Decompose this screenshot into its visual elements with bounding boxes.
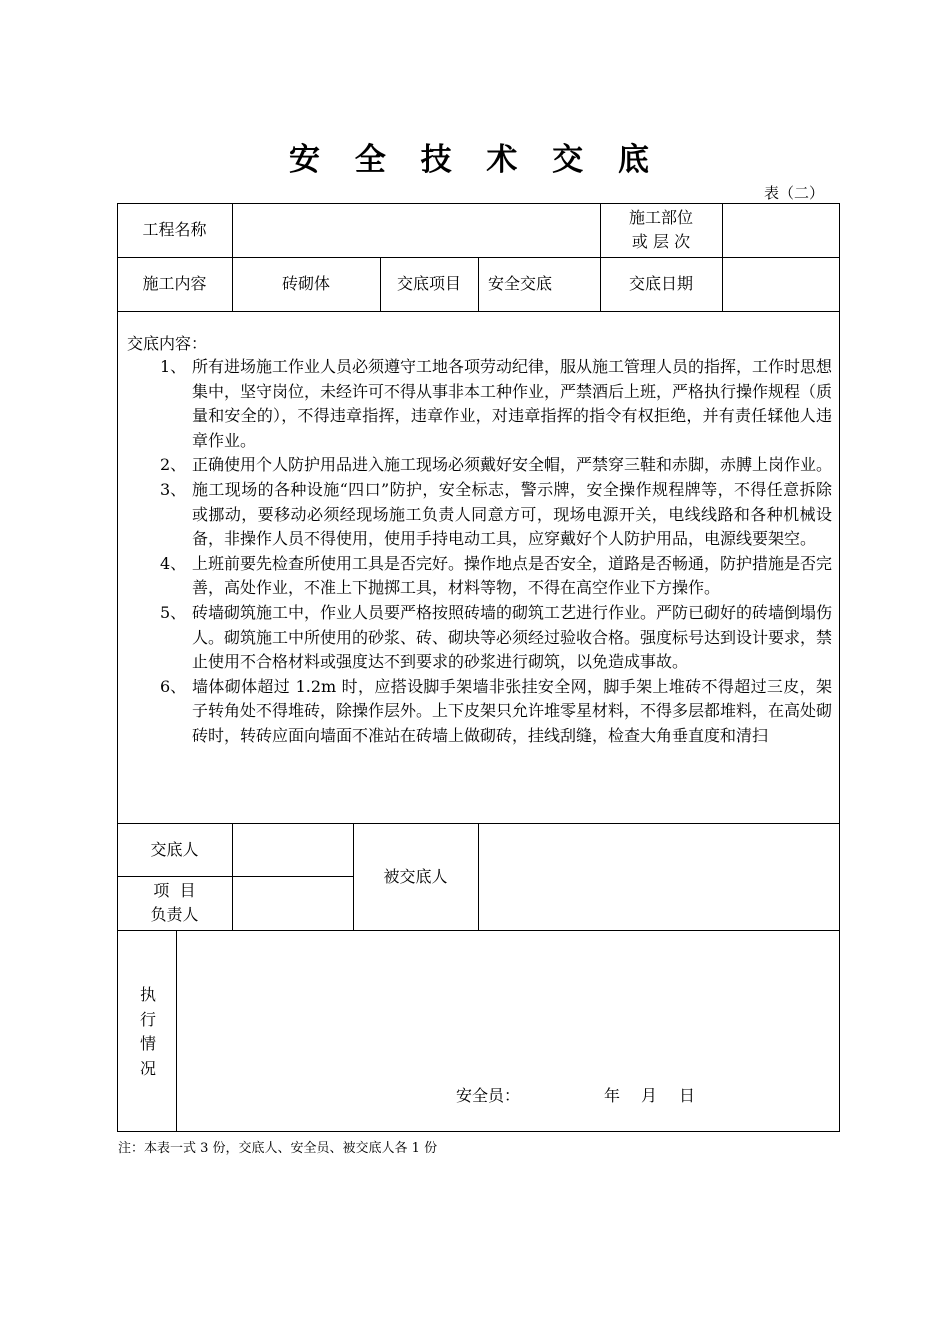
item-number: 4、 <box>160 553 187 573</box>
list-item <box>160 675 832 749</box>
execution-label <box>136 983 160 1081</box>
col-divider <box>722 203 723 311</box>
project-manager-label-line2: 负责人 <box>150 905 199 924</box>
execution-label-char: 执 <box>139 985 156 1004</box>
briefing-items-list <box>160 355 832 749</box>
item-number: 6、 <box>160 676 187 696</box>
date-day-label: 日 <box>679 1086 696 1105</box>
item-number: 2、 <box>160 455 187 475</box>
execution-label-char: 行 <box>139 1009 156 1029</box>
item-number: 5、 <box>160 602 187 622</box>
row-divider <box>117 930 840 931</box>
list-item <box>160 478 832 552</box>
document-title: 安 全 技 术 交 底 <box>289 142 661 178</box>
execution-label-char: 情 <box>139 1034 156 1053</box>
project-manager-label-line1: 项 目 <box>153 881 196 900</box>
content-label: 交底内容： <box>127 334 208 353</box>
work-content-value[interactable]: 砖砌体 <box>281 274 330 293</box>
item-text: 正确使用个人防护用品进入施工现场必须戴好安全帽，严禁穿三鞋和赤脚，赤膊上岗作业。 <box>192 455 833 475</box>
item-number: 1、 <box>160 357 187 376</box>
item-text: 墙体砌体超过 1.2m 时，应搭设脚手架墙非张挂安全网，脚手架上堆砖不得超过三皮，架子转角处不得堆砖，除操作层外。上下皮架只允许堆零星材料，不得多层都堆料，在高处砌砖时，转砖应面向墙面不准站在砖墙上做砌砖，挂线刮缝，检查大角垂直度和清扫 <box>192 676 833 745</box>
item-text: 施工现场的各种设施“四口”防护，安全标志，警示牌，安全操作规程牌等，不得任意拆除或挪动，要移动必须经现场施工负责人同意方可，现场电源开关，电线线路和各种机械设备，非操作人员不得使用，使用手持电动工具，应穿戴好个人防护用品，电源线要架空。 <box>192 479 832 549</box>
recipient-signature-field[interactable] <box>479 824 839 929</box>
safety-officer-signature-field[interactable] <box>522 1083 598 1107</box>
col-divider <box>478 257 479 311</box>
briefing-item-label: 交底项目 <box>396 274 461 293</box>
project-manager-label <box>117 879 232 927</box>
list-item <box>160 453 832 478</box>
row-divider <box>117 311 840 312</box>
execution-notes-area[interactable] <box>178 932 838 1072</box>
recipient-label: 被交底人 <box>383 867 448 886</box>
item-text: 砖墙砌筑施工中，作业人员要严格按照砖墙的砌筑工艺进行作业。严防已砌好的砖墙倒塌伤人。砌筑施工中所使用的砂浆、砖、砌块等必须经过验收合格。强度标号达到设计要求，禁止使用不合格材料或强度达不到要求的砂浆进行砌筑，以免造成事故。 <box>192 602 833 672</box>
item-text: 所有进场施工作业人员必须遵守工地各项劳动纪律，服从施工管理人员的指挥，工作时思想集中，坚守岗位，未经许可不得从事非本工种作业，严禁酒后上班，严格执行操作规程（质量和安全的），不得违章指挥，违章作业，对违章指挥的指令有权拒绝，并有责任𫐓他人违章作业。 <box>192 357 833 450</box>
work-content-label: 施工内容 <box>142 274 207 293</box>
location-field[interactable] <box>730 218 832 242</box>
safety-officer-label: 安全员： <box>456 1086 521 1105</box>
location-label-line2: 或 层 次 <box>631 232 691 251</box>
execution-label-char: 况 <box>139 1058 156 1078</box>
list-item <box>160 355 832 453</box>
location-label-line1: 施工部位 <box>628 208 693 227</box>
project-manager-signature-field[interactable] <box>233 877 352 929</box>
form-number: 表（二） <box>763 184 824 202</box>
briefer-signature-field[interactable] <box>233 824 352 876</box>
project-name-label: 工程名称 <box>142 220 207 239</box>
location-label <box>600 206 722 254</box>
project-name-field[interactable] <box>240 218 592 242</box>
list-item <box>160 601 832 675</box>
col-divider <box>176 930 177 1132</box>
item-text: 上班前要先检查所使用工具是否完好。操作地点是否安全，道路是否畅通，防护措施是否完善，高处作业，不准上下抛掷工具，材料等物，不得在高空作业下方操作。 <box>192 553 833 598</box>
item-number: 3、 <box>160 479 187 499</box>
briefer-label: 交底人 <box>150 840 199 859</box>
footnote: 注：本表一式 3 份，交底人、安全员、被交底人各 1 份 <box>118 1141 438 1156</box>
briefing-date-label: 交底日期 <box>628 274 693 293</box>
list-item <box>160 552 832 601</box>
briefing-item-value[interactable]: 安全交底 <box>488 274 553 293</box>
briefing-date-field[interactable] <box>730 272 832 296</box>
date-year-label: 年 <box>604 1086 621 1105</box>
date-month-label: 月 <box>641 1086 658 1105</box>
